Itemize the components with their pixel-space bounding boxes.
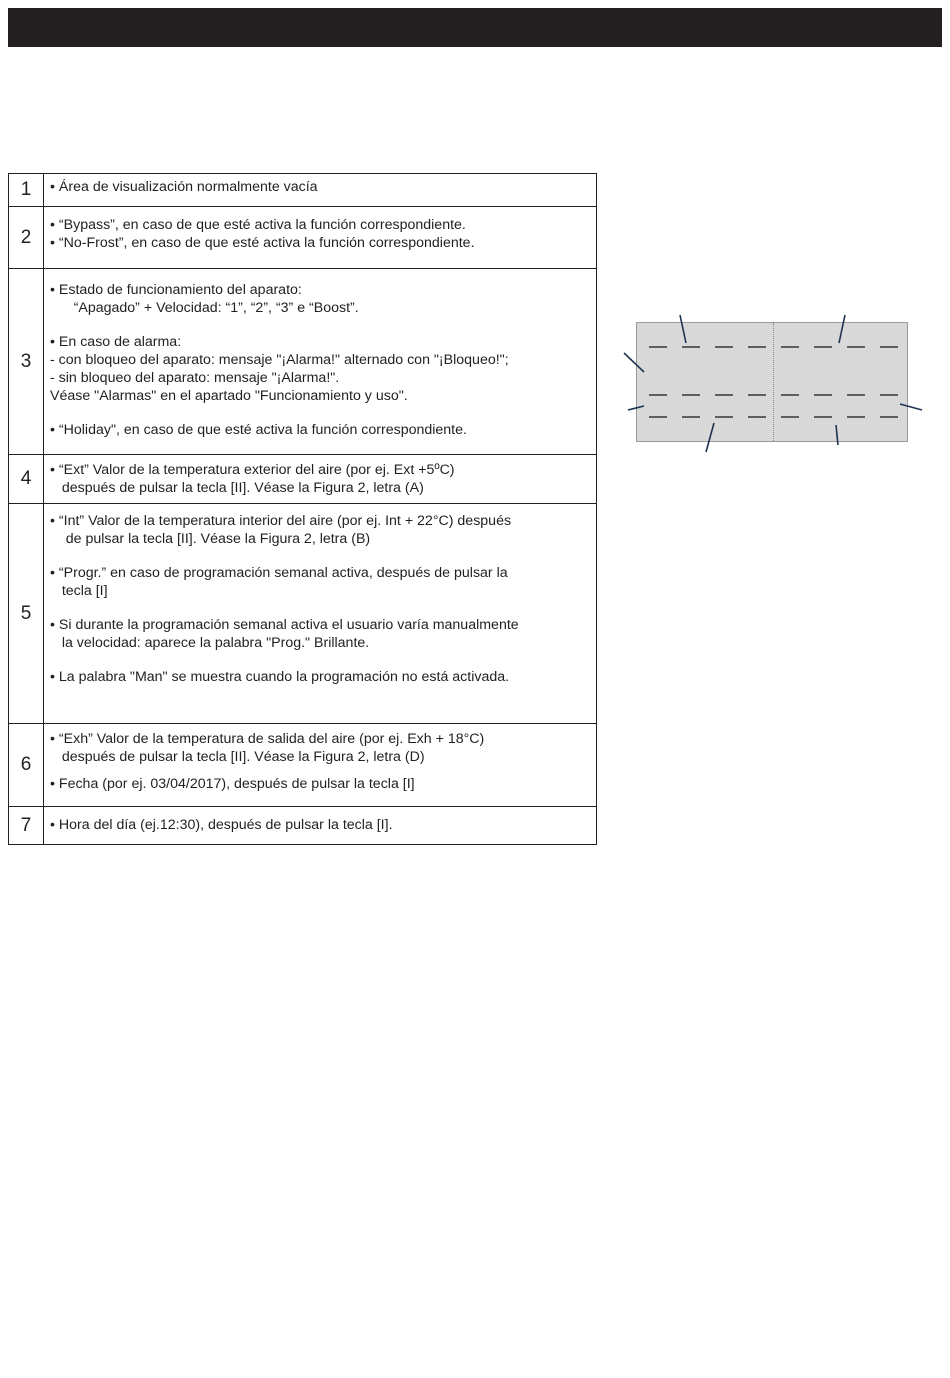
paragraph-gap: [50, 652, 590, 668]
row-description: [44, 807, 597, 845]
description-line: • Área de visualización normalmente vacía: [50, 179, 318, 195]
paragraph-gap: [50, 405, 590, 421]
row-number: 7: [9, 807, 44, 845]
description-line: Véase "Alarmas" en el apartado "Funcionamiento y uso".: [50, 388, 408, 404]
callout-line-2: [839, 315, 845, 343]
description-line: - sin bloqueo del aparato: mensaje "¡Alarma!".: [50, 370, 340, 386]
description-line: la velocidad: aparece la palabra "Prog." Brillante.: [50, 635, 370, 651]
description-line: • “Progr.” en caso de programación semanal activa, después de pulsar la: [50, 565, 508, 581]
description-line: • “Int” Valor de la temperatura interior del aire (por ej. Int + 22°C) después: [50, 513, 512, 529]
row-number: 2: [9, 207, 44, 269]
description-line: • Si durante la programación semanal activa el usuario varía manualmente: [50, 617, 519, 633]
row-number: 6: [9, 724, 44, 807]
description-line: • En caso de alarma:: [50, 334, 182, 350]
row-description: [44, 269, 597, 455]
legend-row: [9, 269, 597, 455]
row-description: [44, 455, 597, 504]
row-description: [44, 724, 597, 807]
row-description: [44, 174, 597, 207]
legend-row: [9, 504, 597, 724]
paragraph-gap: [50, 317, 590, 333]
paragraph-gap: [50, 600, 590, 616]
row-description: [44, 504, 597, 724]
callout-line-1: [680, 315, 686, 343]
row-number: 5: [9, 504, 44, 724]
description-line: de pulsar la tecla [II]. Véase la Figura 2, letra (B): [50, 531, 371, 547]
description-line: - con bloqueo del aparato: mensaje "¡Alarma!" alternado con "¡Bloqueo!";: [50, 352, 509, 368]
description-line: • “Ext” Valor de la temperatura exterior del aire (por ej. Ext +5ºC): [50, 462, 455, 478]
legend-row: [9, 807, 597, 845]
legend-row: [9, 724, 597, 807]
callout-lines: [620, 305, 930, 465]
paragraph-gap: [50, 766, 590, 775]
description-line: • “Bypass”, en caso de que esté activa la función correspondiente.: [50, 217, 466, 233]
description-line: “Apagado” + Velocidad: “1”, “2”, “3” e “Boost”.: [50, 300, 359, 316]
legend-row: [9, 207, 597, 269]
legend-row: [9, 174, 597, 207]
row-number: 1: [9, 174, 44, 207]
description-line: • Estado de funcionamiento del aparato:: [50, 282, 302, 298]
description-line: después de pulsar la tecla [II]. Véase la Figura 2, letra (A): [50, 480, 424, 496]
description-line: • “Exh” Valor de la temperatura de salida del aire (por ej. Exh + 18°C): [50, 731, 485, 747]
description-line: • Hora del día (ej.12:30), después de pulsar la tecla [I].: [50, 817, 393, 833]
callout-line-6: [706, 423, 714, 452]
description-line: tecla [I]: [50, 583, 108, 599]
row-number: 3: [9, 269, 44, 455]
callout-line-7: [836, 425, 838, 445]
description-line: • “No-Frost”, en caso de que esté activa la función correspondiente.: [50, 235, 475, 251]
callout-line-5: [900, 404, 922, 410]
description-line: • “Holiday", en caso de que esté activa la función correspondiente.: [50, 422, 467, 438]
legend-row: [9, 455, 597, 504]
row-description: [44, 207, 597, 269]
description-line: • Fecha (por ej. 03/04/2017), después de pulsar la tecla [I]: [50, 776, 415, 792]
legend-table: [8, 173, 597, 845]
callout-line-4: [628, 406, 644, 410]
callout-line-3: [624, 353, 644, 372]
row-number: 4: [9, 455, 44, 504]
header-bar: [8, 8, 942, 47]
description-line: después de pulsar la tecla [II]. Véase la Figura 2, letra (D): [50, 749, 425, 765]
description-line: • La palabra "Man" se muestra cuando la programación no está activada.: [50, 669, 510, 685]
paragraph-gap: [50, 548, 590, 564]
